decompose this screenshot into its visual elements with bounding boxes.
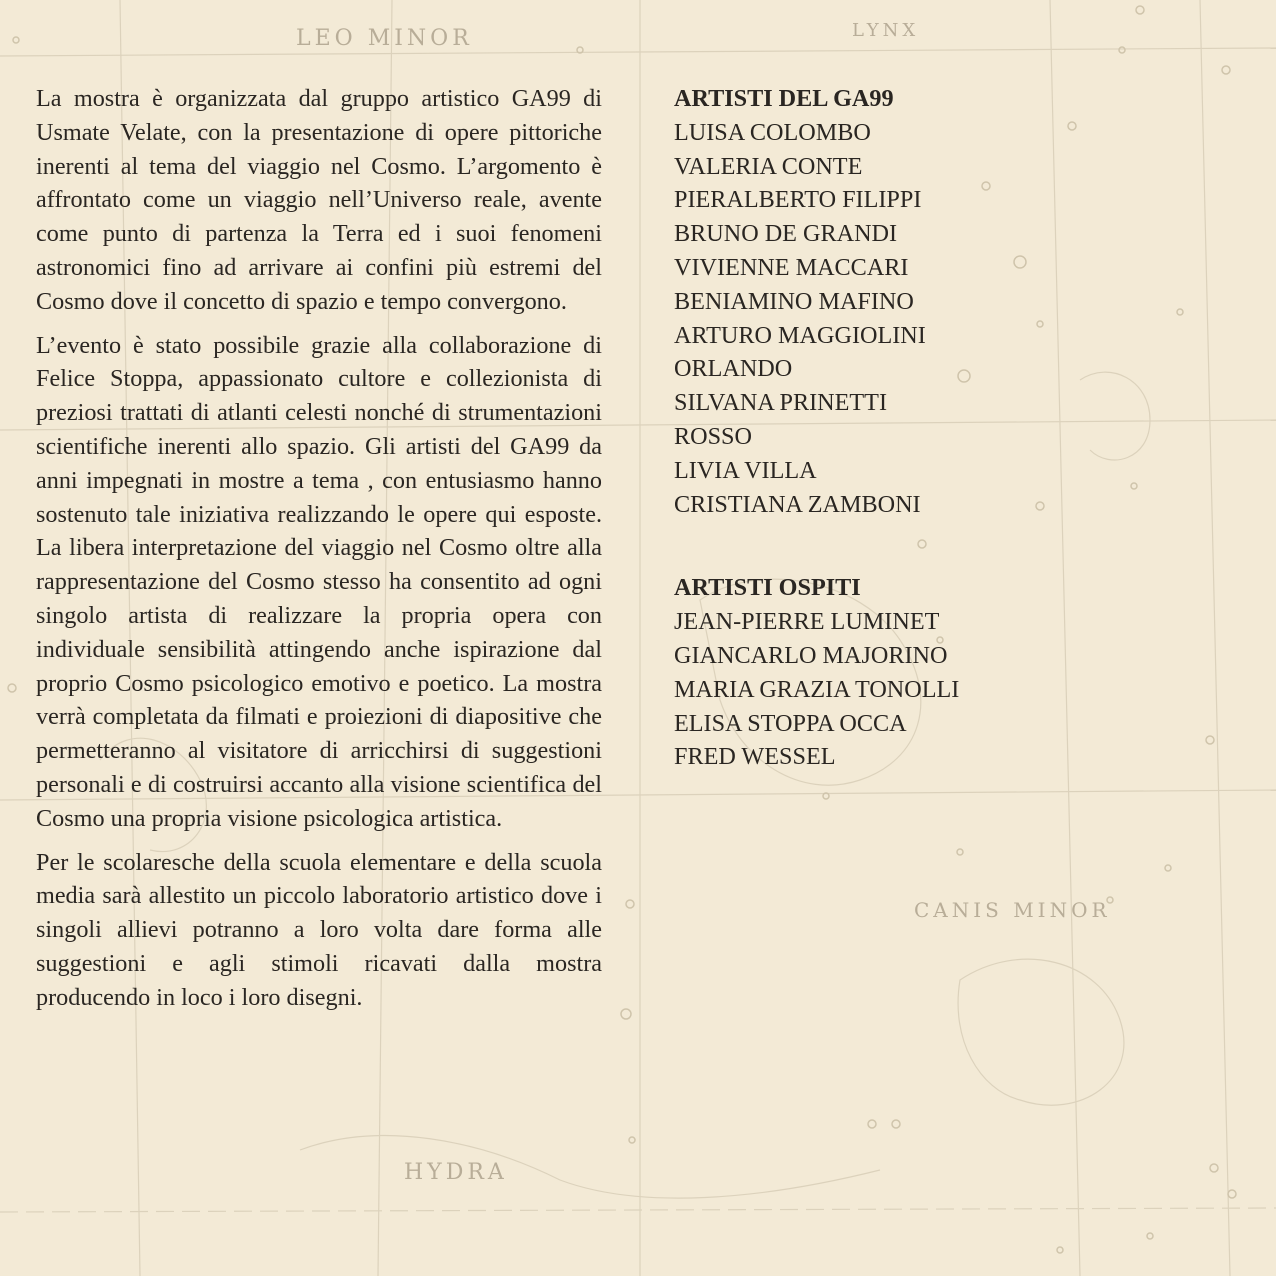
artist-name: SILVANA PRINETTI: [674, 389, 888, 417]
guest-artist-name: GIANCARLO MAJORINO: [674, 641, 948, 669]
constellation-label-hydra: HYDRA: [404, 1160, 508, 1185]
guest-artist-name: ELISA STOPPA OCCA: [674, 709, 907, 737]
paragraph-collaboration: L’evento è stato possibile grazie alla collaborazione di Felice Stoppa, appassionato cultore e collezionista di preziosi trattati di atlanti celesti nonché di strumentazioni scientifiche inerenti allo spazio. Gli artisti del GA99 da anni impegnati in mostre a tema , con entusiasmo hanno sostenuto tale iniziativa realizzando le opere qui esposte. La libera interpretazione del viaggio nel Cosmo oltre alla rappresentazione del Cosmo stesso ha consentito ad ogni singolo artista di realizzare la propria opera con individuale sensibilità attingendo anche ispirazione dal proprio Cosmo psicologico emotivo e poetico. La mostra verrà completata da filmati e proiezioni di diapositive che permetteranno al visitatore di arricchirsi di suggestioni personali e di costruirsi accanto alla visione scientifica del Cosmo una propria visione psicologica artistica.: [36, 331, 602, 832]
artist-name: VALERIA CONTE: [674, 152, 863, 180]
artist-name: VIVIENNE MACCARI: [674, 253, 909, 281]
artist-name: ROSSO: [674, 422, 752, 450]
constellation-label-lynx: LYNX: [852, 20, 920, 41]
artist-name: BENIAMINO MAFINO: [674, 287, 914, 315]
guest-artist-name: MARIA GRAZIA TONOLLI: [674, 675, 960, 703]
guest-artists-heading: ARTISTI OSPITI: [674, 574, 861, 602]
constellation-label-canis-minor: CANIS MINOR: [914, 898, 1111, 922]
artists-list: [674, 82, 1234, 774]
paragraph-intro: La mostra è organizzata dal gruppo artistico GA99 di Usmate Velate, con la presentazione di opere pittoriche inerenti al tema del viaggio nel Cosmo. L’argomento è affrontato come un viaggio nell’Universo reale, avente come punto di partenza la Terra ed i suoi fenomeni astronomici fino ad arrivare ai confini più estremi del Cosmo dove il concetto di spazio e tempo convergono.: [36, 85, 602, 315]
artist-name: LIVIA VILLA: [674, 456, 817, 484]
artist-name: ARTURO MAGGIOLINI: [674, 321, 926, 349]
paragraph-schools: Per le scolaresche della scuola elementare e della scuola media sarà allestito un piccolo laboratorio artistico dove i singoli allievi potranno a loro volta dare forma alle suggestioni e agli stimoli ricavati dalla mostra producendo in loco i loro disegni.: [36, 848, 602, 1011]
artist-name: BRUNO DE GRANDI: [674, 220, 898, 248]
artist-name: LUISA COLOMBO: [674, 118, 871, 146]
artist-name: CRISTIANA ZAMBONI: [674, 490, 921, 518]
guest-artist-name: JEAN-PIERRE LUMINET: [674, 608, 940, 636]
section-spacer: [674, 521, 1234, 571]
constellation-label-leo-minor: LEO MINOR: [296, 26, 473, 51]
guest-artist-name: FRED WESSEL: [674, 743, 836, 771]
exhibition-description: [36, 82, 602, 1025]
artist-name: PIERALBERTO FILIPPI: [674, 186, 922, 214]
ga99-artists-heading: ARTISTI DEL GA99: [674, 85, 894, 112]
artist-name: ORLANDO: [674, 355, 793, 383]
